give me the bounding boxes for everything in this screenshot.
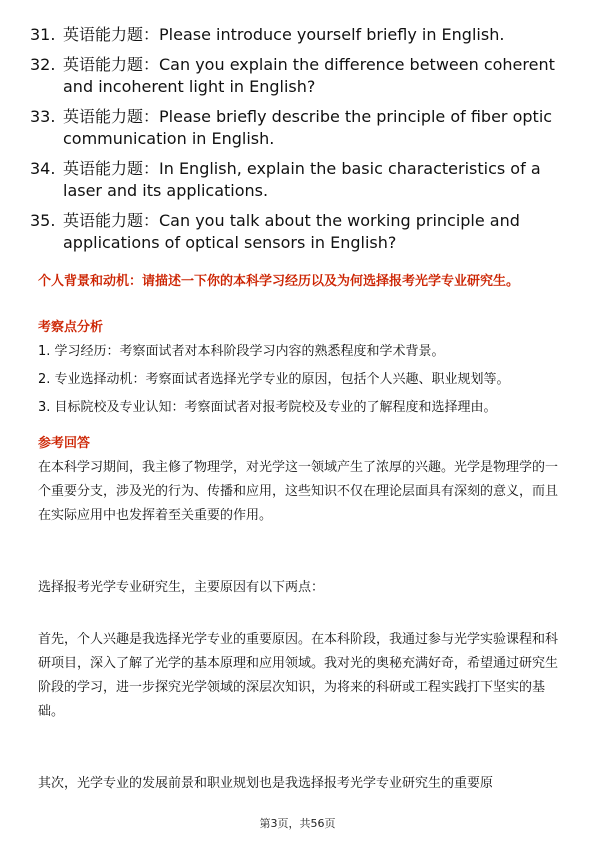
page-footer: 第3页，共56页 (259, 817, 336, 830)
answer-heading: 参考回答 (38, 436, 91, 451)
question-item (30, 106, 565, 150)
question-text: 英语能力题：Please introduce yourself briefly in English. (63, 25, 505, 44)
question-item (30, 158, 565, 202)
question-item (30, 54, 565, 98)
answer-paragraph: 选择报考光学专业研究生，主要原因有以下两点： (38, 580, 325, 595)
analysis-point: 1. 学习经历：考察面试者对本科阶段学习内容的熟悉程度和学术背景。 (38, 344, 445, 359)
question-text: 英语能力题：Can you talk about the working principle and applications of optical sensors in English? (63, 211, 520, 252)
analysis-point: 2. 专业选择动机：考察面试者选择光学专业的原因，包括个人兴趣、职业规划等。 (38, 372, 510, 387)
question-text: 英语能力题：Please briefly describe the principle of fiber optic communication in English. (63, 107, 553, 148)
question-item (30, 210, 565, 254)
question-item (30, 24, 565, 46)
analysis-heading: 考察点分析 (38, 320, 104, 335)
question-text: 英语能力题：Can you explain the difference between coherent and incoherent light in English? (63, 55, 555, 96)
question-list (30, 24, 565, 262)
question-number: 32. (30, 55, 56, 74)
question-number: 33. (30, 107, 56, 126)
background-question-title: 个人背景和动机：请描述一下你的本科学习经历以及为何选择报考光学专业研究生。 (38, 274, 520, 289)
answer-paragraph: 在本科学习期间，我主修了物理学，对光学这一领域产生了浓厚的兴趣。光学是物理学的一个重要分支，涉及光的行为、传播和应用，这些知识不仅在理论层面具有深刻的意义，而且在实际应用中也发挥着至关重要的作用。 (38, 460, 559, 523)
question-number: 34. (30, 159, 56, 178)
answer-paragraph: 首先，个人兴趣是我选择光学专业的重要原因。在本科阶段，我通过参与光学实验课程和科研项目，深入了解了光学的基本原理和应用领域。我对光的奥秘充满好奇，希望通过研究生阶段的学习，进一步探究光学领域的深层次知识，为将来的科研或工程实践打下坚实的基础。 (38, 632, 559, 719)
question-number: 35. (30, 211, 56, 230)
question-text: 英语能力题：In English, explain the basic characteristics of a laser and its applications. (63, 159, 541, 200)
answer-paragraph: 其次，光学专业的发展前景和职业规划也是我选择报考光学专业研究生的重要原 (38, 776, 494, 791)
question-number: 31. (30, 25, 56, 44)
analysis-point: 3. 目标院校及专业认知：考察面试者对报考院校及专业的了解程度和选择理由。 (38, 400, 497, 415)
